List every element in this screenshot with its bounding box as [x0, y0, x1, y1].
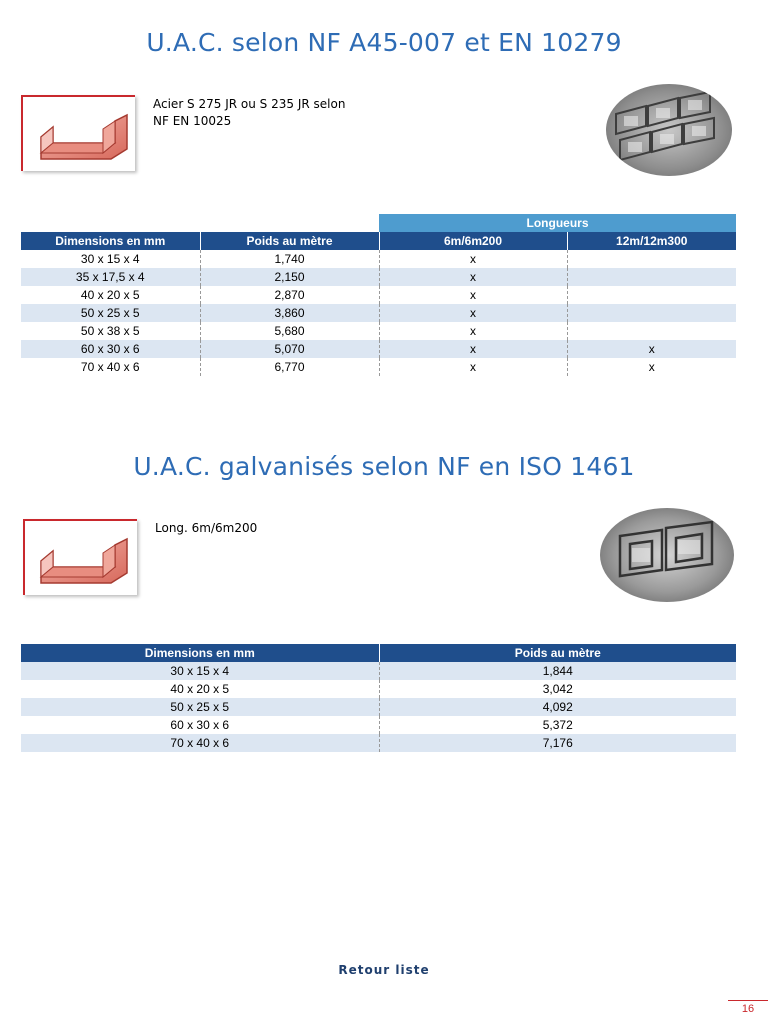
cell-poids: 5,372 — [379, 716, 736, 734]
cell-dimensions: 70 x 40 x 6 — [21, 734, 379, 752]
table-row — [21, 340, 736, 358]
cell-dimensions: 60 x 30 x 6 — [21, 340, 200, 358]
page-number: 16 — [728, 1000, 768, 1019]
table-row — [21, 698, 736, 716]
cell-6m: x — [379, 250, 567, 268]
column-header-6m: 6m/6m200 — [379, 232, 567, 250]
u-channel-profile-image — [21, 95, 135, 171]
column-header-poids: Poids au mètre — [200, 232, 379, 250]
cell-6m: x — [379, 340, 567, 358]
cell-6m: x — [379, 322, 567, 340]
section1-table-header-row — [21, 232, 736, 250]
cell-12m — [567, 268, 736, 286]
section1-desc-line2: NF EN 10025 — [153, 114, 232, 128]
galvanized-channels-icon — [600, 508, 734, 602]
cell-poids: 1,844 — [379, 662, 736, 680]
column-header-dimensions: Dimensions en mm — [21, 644, 379, 662]
cell-poids: 4,092 — [379, 698, 736, 716]
section2-description — [155, 520, 257, 537]
table-row — [21, 304, 736, 322]
cell-poids: 5,680 — [200, 322, 379, 340]
section1-desc-line1: Acier S 275 JR ou S 235 JR selon — [153, 97, 346, 111]
cell-dimensions: 30 x 15 x 4 — [80, 252, 140, 266]
table-row — [21, 250, 736, 268]
cell-12m — [567, 286, 736, 304]
cell-dimensions: 50 x 25 x 5 — [21, 698, 379, 716]
table-row — [21, 358, 736, 376]
cell-dimensions: 50 x 25 x 5 — [21, 304, 200, 322]
table-row — [21, 286, 736, 304]
longueurs-group-header: Longueurs — [379, 214, 736, 232]
cell-12m: x — [567, 358, 736, 376]
cell-poids: 3,860 — [200, 304, 379, 322]
retour-liste-link[interactable]: Retour liste — [338, 963, 430, 977]
column-header-poids: Poids au mètre — [379, 644, 736, 662]
cell-poids: 6,770 — [200, 358, 379, 376]
u-channel-icon — [23, 97, 135, 171]
cell-12m — [567, 250, 736, 268]
cell-poids: 2,870 — [200, 286, 379, 304]
section2-table-header-row — [21, 644, 736, 662]
steel-channels-icon — [606, 84, 732, 176]
cell-6m: x — [379, 304, 567, 322]
cell-poids: 1,740 — [200, 250, 379, 268]
cell-dimensions: 30 x 15 x 4 — [21, 662, 379, 680]
cell-12m: x — [567, 340, 736, 358]
cell-dimensions: 35 x 17,5 x 4 — [21, 268, 200, 286]
section2-table — [21, 644, 736, 752]
column-header-dimensions: Dimensions en mm — [21, 232, 200, 250]
table-row — [21, 662, 736, 680]
table-row — [21, 322, 736, 340]
section2-desc-line1: Long. 6m/6m200 — [155, 521, 258, 535]
cell-poids: 7,176 — [379, 734, 736, 752]
u-channel-icon — [25, 521, 137, 595]
cell-dimensions: 40 x 20 x 5 — [170, 682, 230, 696]
section1-description — [153, 96, 345, 130]
cell-dimensions: 50 x 38 x 5 — [80, 324, 140, 338]
cell-dimensions: 60 x 30 x 6 — [170, 718, 230, 732]
cell-6m: x — [379, 268, 567, 286]
galvanized-channels-photo — [600, 508, 734, 602]
steel-channels-photo — [606, 84, 732, 176]
cell-6m: x — [379, 358, 567, 376]
table-row — [21, 680, 736, 698]
cell-poids: 3,042 — [379, 680, 736, 698]
cell-dimensions: 40 x 20 x 5 — [80, 288, 140, 302]
cell-12m — [567, 304, 736, 322]
cell-poids: 2,150 — [200, 268, 379, 286]
section2-title: U.A.C. galvanisés selon NF en ISO 1461 — [133, 452, 635, 481]
section1-table — [21, 232, 736, 376]
cell-12m — [567, 322, 736, 340]
table-row — [21, 268, 736, 286]
cell-dimensions: 70 x 40 x 6 — [80, 360, 140, 374]
section1-title: U.A.C. selon NF A45-007 et EN 10279 — [146, 28, 622, 57]
cell-6m: x — [379, 286, 567, 304]
u-channel-galvanized-profile-image — [23, 519, 137, 595]
cell-poids: 5,070 — [200, 340, 379, 358]
column-header-12m: 12m/12m300 — [567, 232, 736, 250]
table-row — [21, 716, 736, 734]
table-row — [21, 734, 736, 752]
